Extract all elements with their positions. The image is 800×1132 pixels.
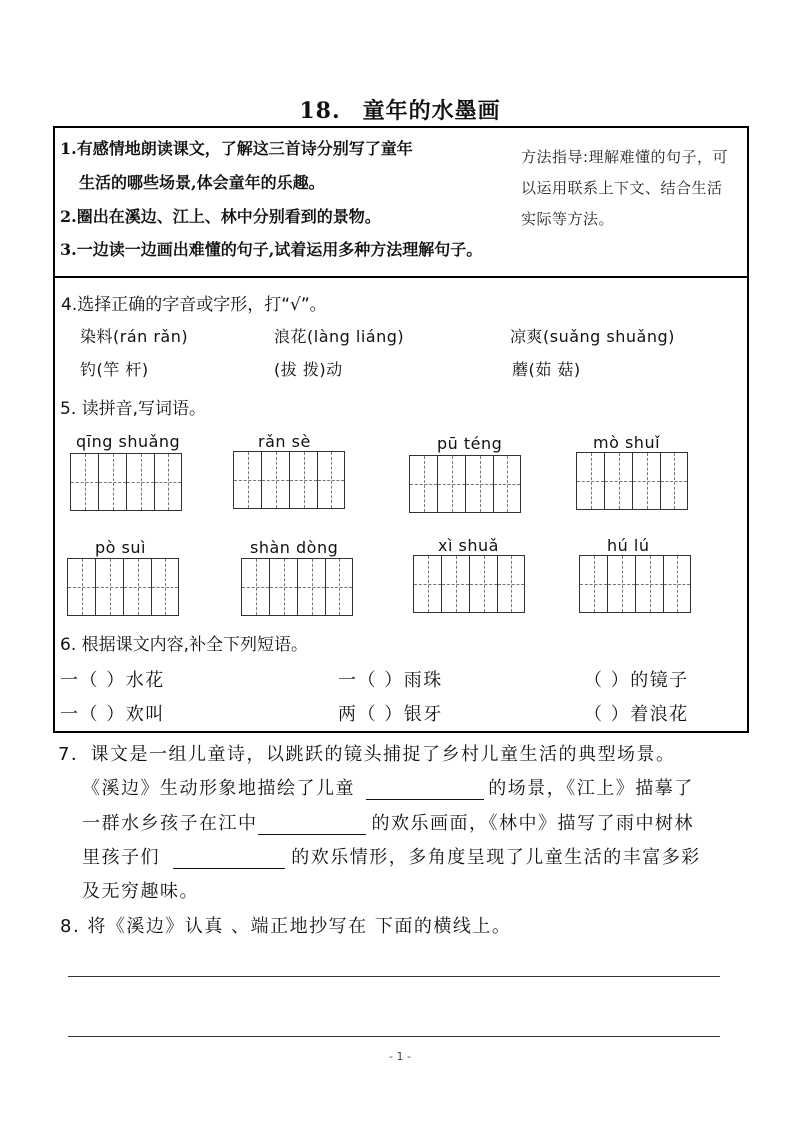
q6-item: （ ）着浪花 <box>584 704 689 725</box>
q7-line: 7．课文是一组儿童诗，以跳跃的镜头捕捉了乡村儿童生活的典型场景。 <box>58 744 676 765</box>
page-title: 18. 童年的水墨画 <box>299 98 501 124</box>
q4-item: 浪花(làng liáng) <box>274 327 405 346</box>
pinyin-label: pū téng <box>437 434 503 453</box>
writing-grid[interactable] <box>413 555 525 613</box>
q6-item: 一（ ）水花 <box>60 670 165 691</box>
q8-prompt: 8. 将《溪边》认真 、端正地抄写在 下面的横线上。 <box>60 916 512 937</box>
q6-item: 两（ ）银牙 <box>338 704 443 725</box>
q4-item: 钓(竿 杆) <box>80 360 149 379</box>
pinyin-label: shàn dòng <box>250 538 339 557</box>
q7-line: 及无穷趣味。 <box>82 881 199 902</box>
pinyin-label: hú lú <box>607 536 650 555</box>
q7-blank[interactable] <box>258 816 366 835</box>
page-number: - 1 - <box>389 1050 411 1063</box>
objective-1-cont: 生活的哪些场景,体会童年的乐趣。 <box>79 173 325 192</box>
q4-item: 染料(rán rǎn) <box>80 327 189 346</box>
q6-item: 一（ ）欢叫 <box>60 704 165 725</box>
pinyin-label: mò shuǐ <box>593 433 661 452</box>
method-tip: 方法指导:理解难懂的句子，可以运用联系上下文、结合生活实际等方法。 <box>521 148 729 228</box>
q4-item: (拔 拨)动 <box>274 360 343 379</box>
pinyin-label: pò suì <box>95 538 146 557</box>
q4-prompt: 4.选择正确的字音或字形，打“√”。 <box>61 295 327 315</box>
answer-line[interactable] <box>68 976 720 977</box>
writing-grid[interactable] <box>67 558 179 616</box>
writing-grid[interactable] <box>241 558 353 616</box>
pinyin-label: qīng shuǎng <box>76 432 181 451</box>
objective-3: 3.一边读一边画出难懂的句子,试着运用多种方法理解句子。 <box>60 240 483 259</box>
objective-2: 2.圈出在溪边、江上、林中分别看到的景物。 <box>60 207 381 226</box>
q7-line: 《溪边》生动形象地描绘了儿童 的场景，《江上》描摹了 <box>82 778 694 799</box>
q4-item: 凉爽(suǎng shuǎng) <box>510 327 675 346</box>
writing-grid[interactable] <box>409 455 521 513</box>
answer-line[interactable] <box>68 1036 720 1037</box>
q7-blank[interactable] <box>173 850 285 869</box>
q6-item: （ ）的镜子 <box>584 670 689 691</box>
q7-line: 一群水乡孩子在江中 的欢乐画面，《林中》描写了雨中树林 <box>82 813 694 834</box>
pinyin-label: rǎn sè <box>258 432 311 451</box>
q5-prompt: 5. 读拼音,写词语。 <box>60 399 207 419</box>
writing-grid[interactable] <box>70 453 182 511</box>
q4-item: 蘑(茹 菇) <box>512 360 581 379</box>
writing-grid[interactable] <box>576 452 688 510</box>
objective-1: 1.有感情地朗读课文，了解这三首诗分别写了童年 <box>60 139 413 158</box>
q7-blank[interactable] <box>366 781 484 800</box>
q7-line: 里孩子们 的欢乐情形，多角度呈现了儿童生活的丰富多彩 <box>82 847 701 868</box>
writing-grid[interactable] <box>233 451 345 509</box>
writing-grid[interactable] <box>579 555 691 613</box>
q6-prompt: 6. 根据课文内容,补全下列短语。 <box>60 635 309 655</box>
pinyin-label: xì shuǎ <box>438 536 499 555</box>
q6-item: 一（ ）雨珠 <box>338 670 443 691</box>
